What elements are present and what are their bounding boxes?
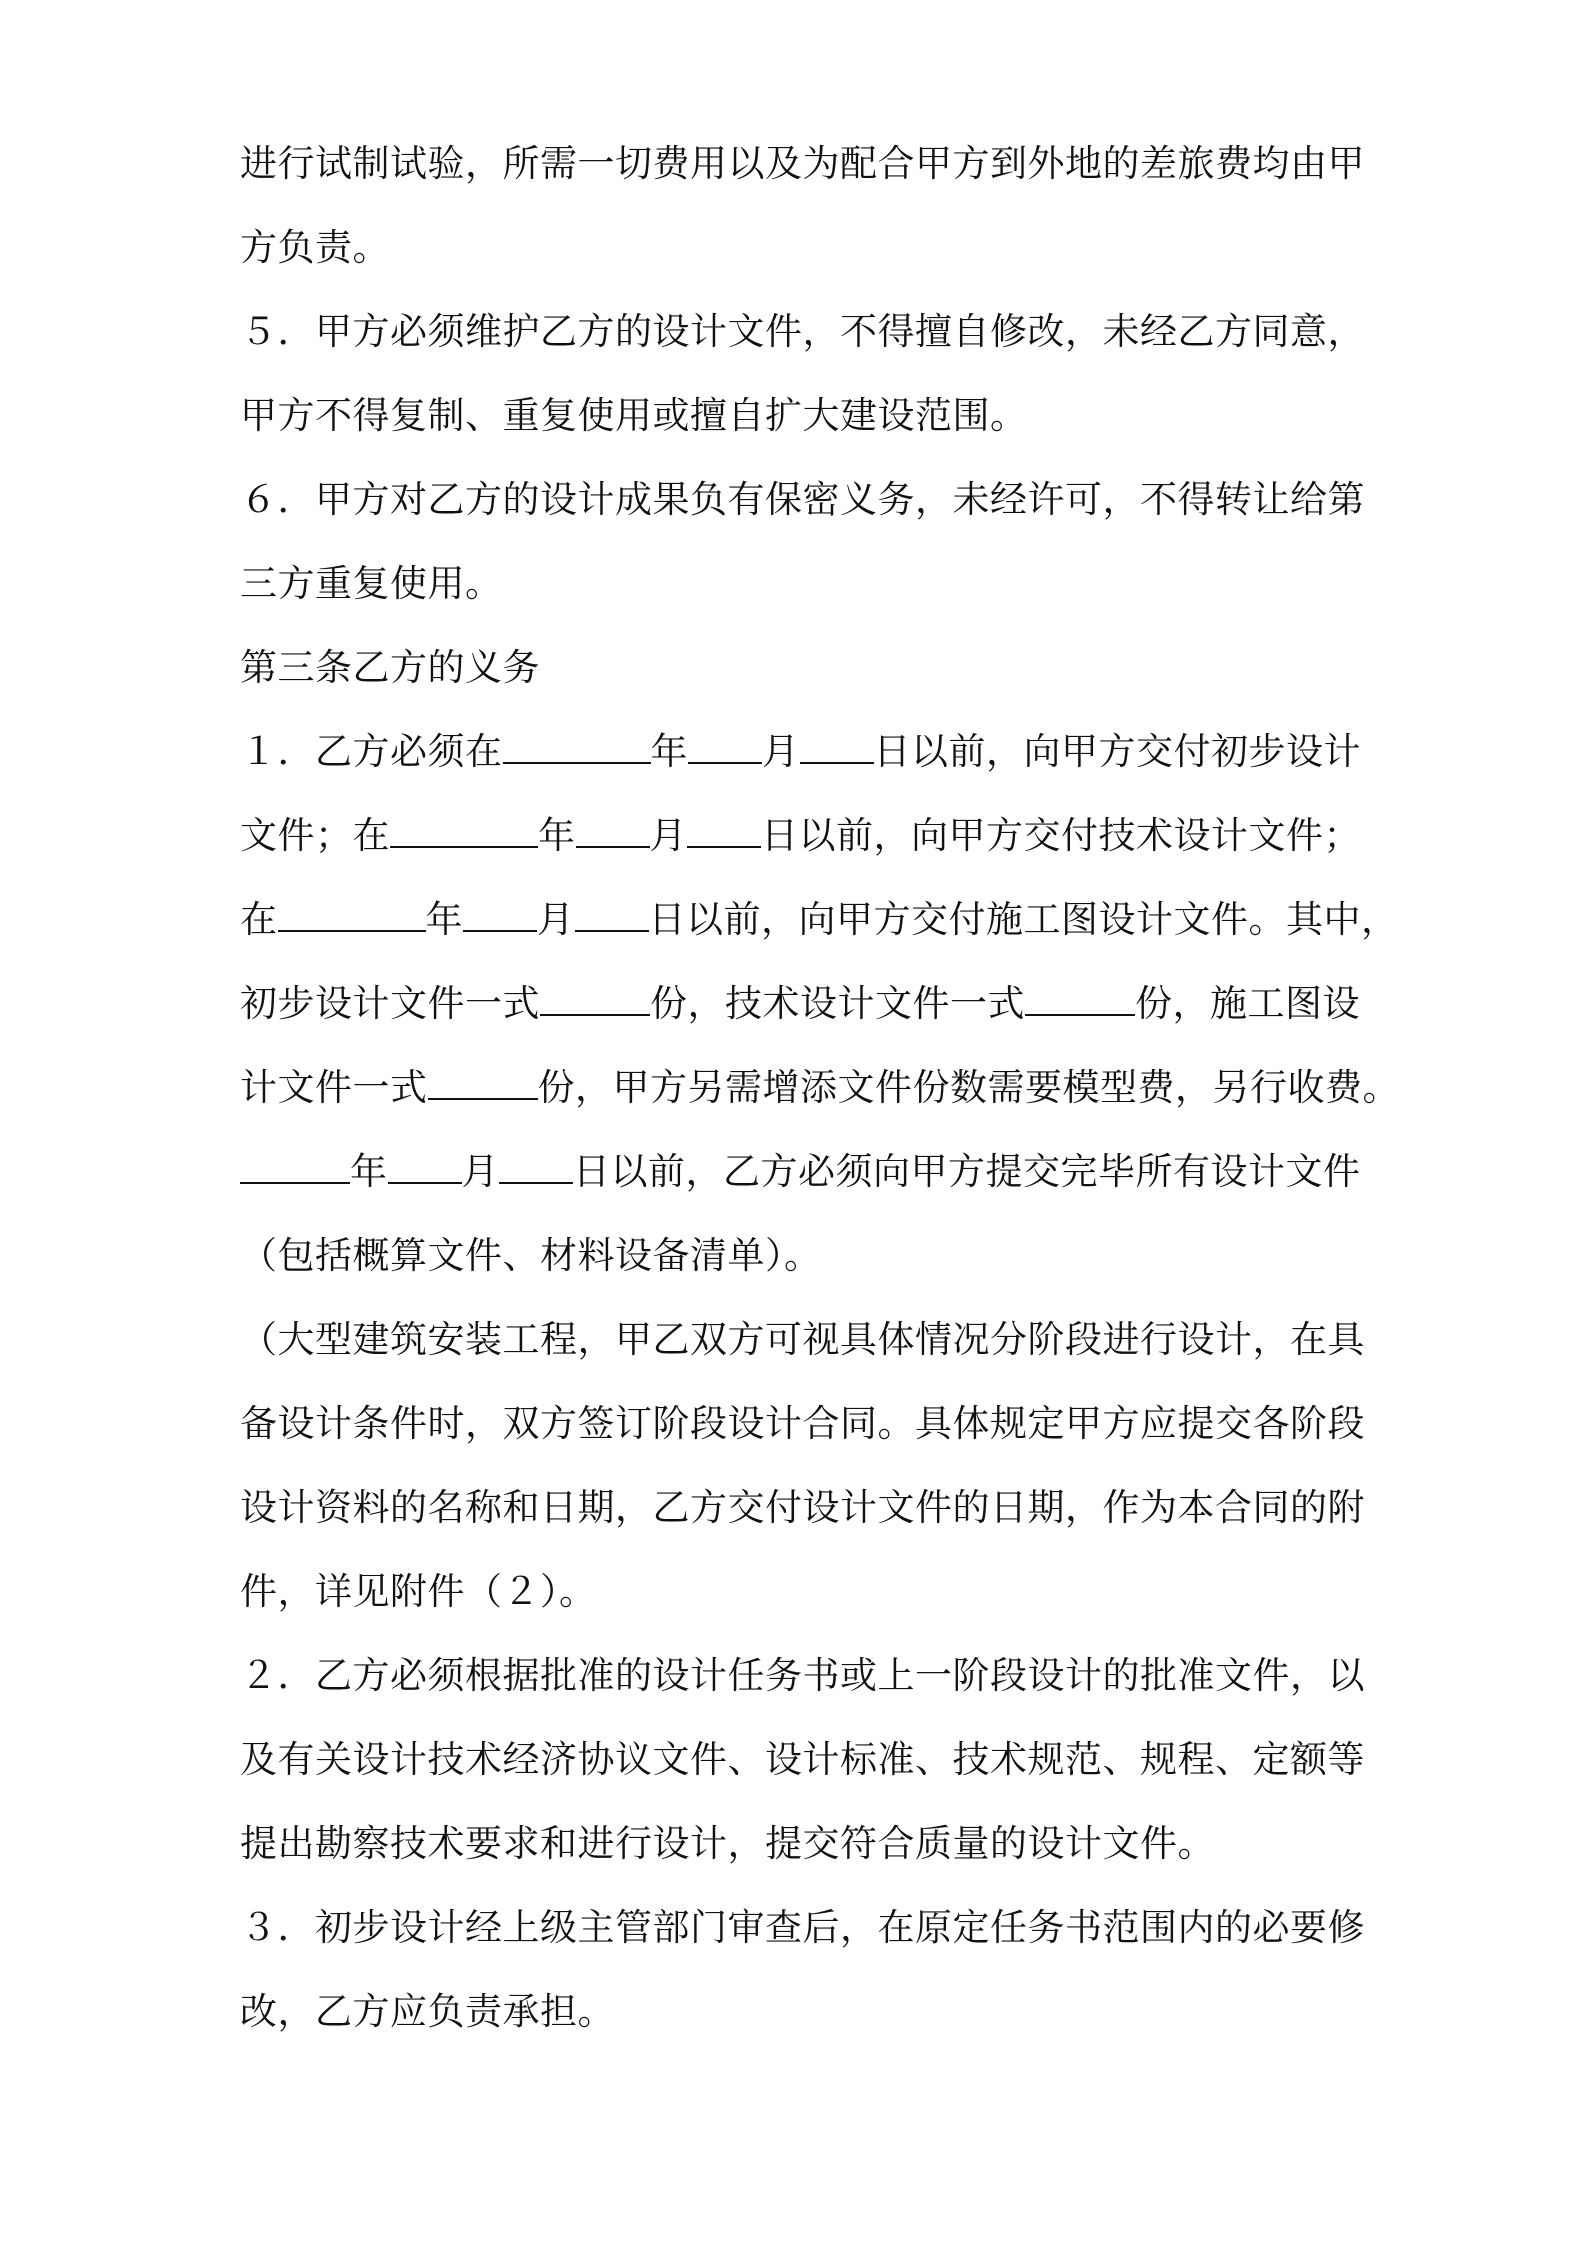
text-segment: 年	[350, 1150, 388, 1193]
clause-line	[240, 794, 1361, 878]
text-line: 备设计条件时，双方签订阶段设计合同。具体规定甲方应提交各阶段	[240, 1402, 1365, 1445]
text-segment: 初步设计文件一式	[240, 982, 540, 1025]
blank-field	[540, 984, 650, 1016]
blank-field	[428, 1068, 538, 1100]
clause-line	[240, 878, 1399, 962]
text-segment: 年	[650, 730, 688, 773]
document-body	[240, 122, 1400, 2054]
text-segment: 份，甲方另需增添文件份数需要模型费，另行收费。	[537, 1066, 1400, 1109]
blank-field	[575, 900, 649, 932]
blank-field	[388, 1152, 462, 1184]
text-line: 改，乙方应负责承担。	[240, 1990, 615, 2033]
text-segment: 在	[240, 898, 278, 941]
text-segment: 文件；在	[240, 814, 390, 857]
blank-field	[278, 900, 426, 932]
text-segment: 份，施工图设	[1135, 982, 1360, 1025]
text-segment: 日以前，向甲方交付初步设计	[873, 730, 1361, 773]
clause-line	[240, 1130, 1361, 1214]
text-segment: 月	[649, 814, 687, 857]
blank-field	[687, 816, 761, 848]
text-line: 提出勘察技术要求和进行设计，提交符合质量的设计文件。	[240, 1822, 1215, 1865]
blank-field	[463, 900, 537, 932]
text-segment: 月	[537, 898, 575, 941]
text-line: （包括概算文件、材料设备清单）。	[240, 1234, 822, 1277]
text-segment: 计文件一式	[240, 1066, 428, 1109]
text-line: ５．甲方必须维护乙方的设计文件，不得擅自修改，未经乙方同意，	[240, 310, 1365, 353]
text-segment: 份，技术设计文件一式	[650, 982, 1025, 1025]
text-line: 设计资料的名称和日期，乙方交付设计文件的日期，作为本合同的附	[240, 1486, 1365, 1529]
blank-field	[503, 732, 651, 764]
blank-field	[499, 1152, 573, 1184]
text-segment: 月	[762, 730, 800, 773]
text-line: 三方重复使用。	[240, 562, 503, 605]
text-segment: 年	[425, 898, 463, 941]
text-line: ３．初步设计经上级主管部门审查后，在原定任务书范围内的必要修	[240, 1906, 1365, 1949]
blank-field	[576, 816, 650, 848]
clause-line	[240, 1046, 1400, 1130]
blank-field	[390, 816, 538, 848]
text-segment: １．乙方必须在	[240, 730, 503, 773]
text-line: ６．甲方对乙方的设计成果负有保密义务，未经许可，不得转让给第	[240, 478, 1365, 521]
text-segment: 年	[538, 814, 576, 857]
text-segment: 日以前，向甲方交付技术设计文件；	[761, 814, 1361, 857]
text-line: ２．乙方必须根据批准的设计任务书或上一阶段设计的批准文件，以	[240, 1654, 1365, 1697]
text-line: 进行试制试验，所需一切费用以及为配合甲方到外地的差旅费均由甲	[240, 142, 1365, 185]
text-line: 及有关设计技术经济协议文件、设计标准、技术规范、规程、定额等	[240, 1738, 1365, 1781]
text-segment: 日以前，向甲方交付施工图设计文件。其中，	[648, 898, 1399, 941]
text-line: 件，详见附件（２）。	[240, 1570, 597, 1613]
section-heading: 第三条乙方的义务	[240, 646, 540, 689]
text-line: 方负责。	[240, 226, 390, 269]
text-segment: 月	[461, 1150, 499, 1193]
clause-line	[240, 710, 1361, 794]
text-line: 甲方不得复制、重复使用或擅自扩大建设范围。	[240, 394, 1028, 437]
text-line: （大型建筑安装工程，甲乙双方可视具体情况分阶段进行设计，在具	[240, 1318, 1365, 1361]
blank-field	[240, 1152, 350, 1184]
clause-line	[240, 962, 1360, 1046]
blank-field	[1025, 984, 1135, 1016]
blank-field	[800, 732, 874, 764]
text-segment: 日以前，乙方必须向甲方提交完毕所有设计文件	[573, 1150, 1361, 1193]
blank-field	[688, 732, 762, 764]
